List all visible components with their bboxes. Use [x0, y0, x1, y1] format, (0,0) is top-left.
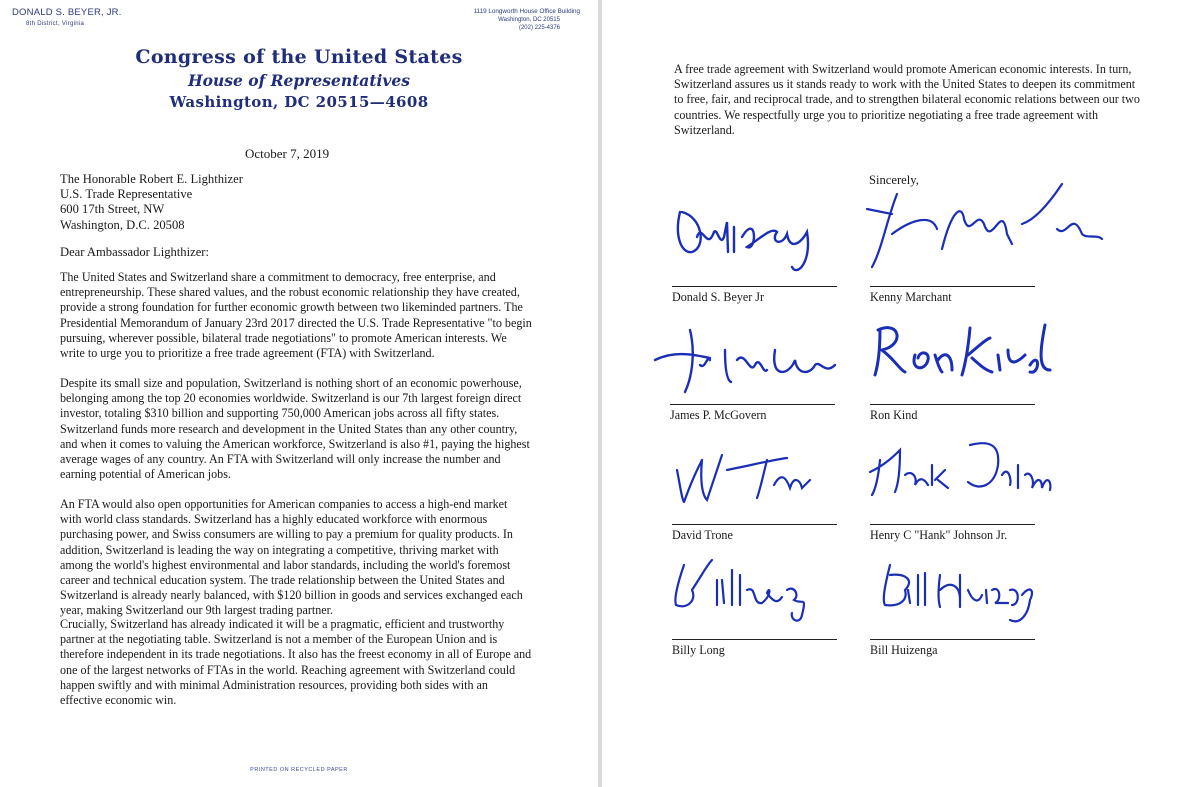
signature-scribble-icon: [662, 192, 862, 272]
signature-scribble-icon: [645, 320, 855, 400]
recipient-line: The Honorable Robert E. Lighthizer: [60, 172, 243, 186]
signer-name: Billy Long: [672, 643, 725, 657]
letter-date: October 7, 2019: [245, 146, 330, 161]
signer-name: David Trone: [672, 528, 733, 542]
signature-line: [870, 286, 1035, 287]
signature-block: [672, 227, 872, 304]
letterhead-phone: (202) 225-4376: [518, 25, 560, 31]
paragraph-5: A free trade agreement with Switzerland would promote American economic interests. In turn, Switzerland assures us it stands ready to work with the United States to deepen its commitment to free, fair, and reciprocal trade, and to strengthen bilateral economic relations between our two countries. We respectfully urge you to prioritize negotiating a free trade agreement with Switzerland.: [674, 62, 1140, 137]
paragraph-1: The United States and Switzerland share a commitment to democracy, free enterprise, and entrepreneurship. These shared values, and the robust economic relationship they have created, provide a strong foundation for further economic growth between two likeminded partners. The Presidential Memorandum of January 23rd 2017 directed the U.S. Trade Representative "to begin pursuing, wherever possible, bilateral trade negotiations" to promote American interests. We write to urge you to prioritize a free trade agreement (FTA) with Switzerland.: [60, 270, 532, 361]
letterhead-title: Congress of the United States: [135, 46, 463, 68]
paragraph-4: Crucially, Switzerland has already indicated it will be a pragmatic, efficient and trustworthy partner at the negotiating table. Switzerland is not a member of the European Union and is therefore independent in its trade negotiations. It also has the freest economy in all of Europe and one of the largest networks of FTAs in the world. Reaching agreement with Switzerland could happen swiftly and with minimal Administration resources, providing both sides with an effective economic win.: [60, 617, 532, 708]
signer-name: Ron Kind: [870, 408, 918, 422]
signer-name: Donald S. Beyer Jr: [672, 290, 765, 304]
signature-line: [672, 639, 837, 640]
signature-block: [670, 345, 870, 422]
signature-block: [870, 465, 1070, 542]
signature-line: [670, 404, 835, 405]
paragraph-2: Despite its small size and population, Switzerland is nothing short of an economic powerhouse, belonging among the top 20 economies worldwide. Switzerland is our 7th largest foreign direct investor, totaling $310 billion and supporting 750,000 American jobs across all fifty states. Switzerland funds more research and development in the United States than any other country, and when it comes to valuing the American workforce, Switzerland is also #1, paying the highest average wages of any country. An FTA with Switzerland will only increase the number and earning potential of American jobs.: [60, 376, 530, 482]
letterhead-district: 8th District, Virginia: [26, 21, 85, 27]
closing: Sincerely,: [869, 173, 919, 187]
signer-name: James P. McGovern: [670, 408, 767, 422]
letter-page-1: [0, 0, 598, 787]
signature-block: [672, 465, 872, 542]
signature-line: [672, 286, 837, 287]
signature-block: [870, 345, 1070, 422]
signature-line: [870, 524, 1035, 525]
recipient-line: 600 17th Street, NW: [60, 202, 165, 217]
signature-scribble-icon: [860, 430, 1060, 510]
recycled-paper-footer: PRINTED ON RECYCLED PAPER: [250, 767, 348, 773]
signer-name: Bill Huizenga: [870, 643, 938, 657]
signature-line: [672, 524, 837, 525]
signature-scribble-icon: [860, 310, 1060, 390]
recipient-line: U.S. Trade Representative: [60, 187, 193, 202]
signature-scribble-icon: [852, 179, 1112, 269]
signature-scribble-icon: [662, 545, 862, 625]
signature-block: [870, 227, 1070, 304]
letterhead-office-address: 1119 Longworth House Office Building: [473, 8, 580, 15]
signature-line: [870, 639, 1035, 640]
signature-scribble-icon: [860, 545, 1060, 625]
signer-name: Kenny Marchant: [870, 290, 952, 304]
letterhead-city: Washington, DC 20515: [498, 17, 560, 23]
letterhead-member-name: DONALD S. BEYER, JR.: [12, 7, 122, 18]
signature-block: [870, 580, 1070, 657]
signature-line: [870, 404, 1035, 405]
paragraph-3: An FTA would also open opportunities for American companies to access a high-end market with world class standards. Switzerland has a highly educated workforce with enormous purchasing power, and Swiss consumers are willing to pay a premium for quality products. In addition, Switzerland is leading the way on integrating a competitive, thriving market with among the world's highest environmental and labor standards, including the world's foremost career and technical education system. The trade relationship between the United States and Switzerland is already nearly balanced, with $120 billion in goods and services exchanged each year, making Switzerland our 9th largest trading partner.: [60, 497, 523, 618]
letter-page-2: [602, 0, 1200, 787]
signature-block: [672, 580, 872, 657]
letterhead-subtitle: House of Representatives: [188, 71, 410, 90]
salutation: Dear Ambassador Lighthizer:: [60, 245, 209, 259]
recipient-address: [60, 172, 243, 233]
recipient-line: Washington, D.C. 20508: [60, 217, 185, 232]
signer-name: Henry C "Hank" Johnson Jr.: [870, 528, 1008, 542]
letterhead-location: Washington, DC 20515—4608: [169, 93, 429, 111]
signature-scribble-icon: [662, 430, 862, 510]
